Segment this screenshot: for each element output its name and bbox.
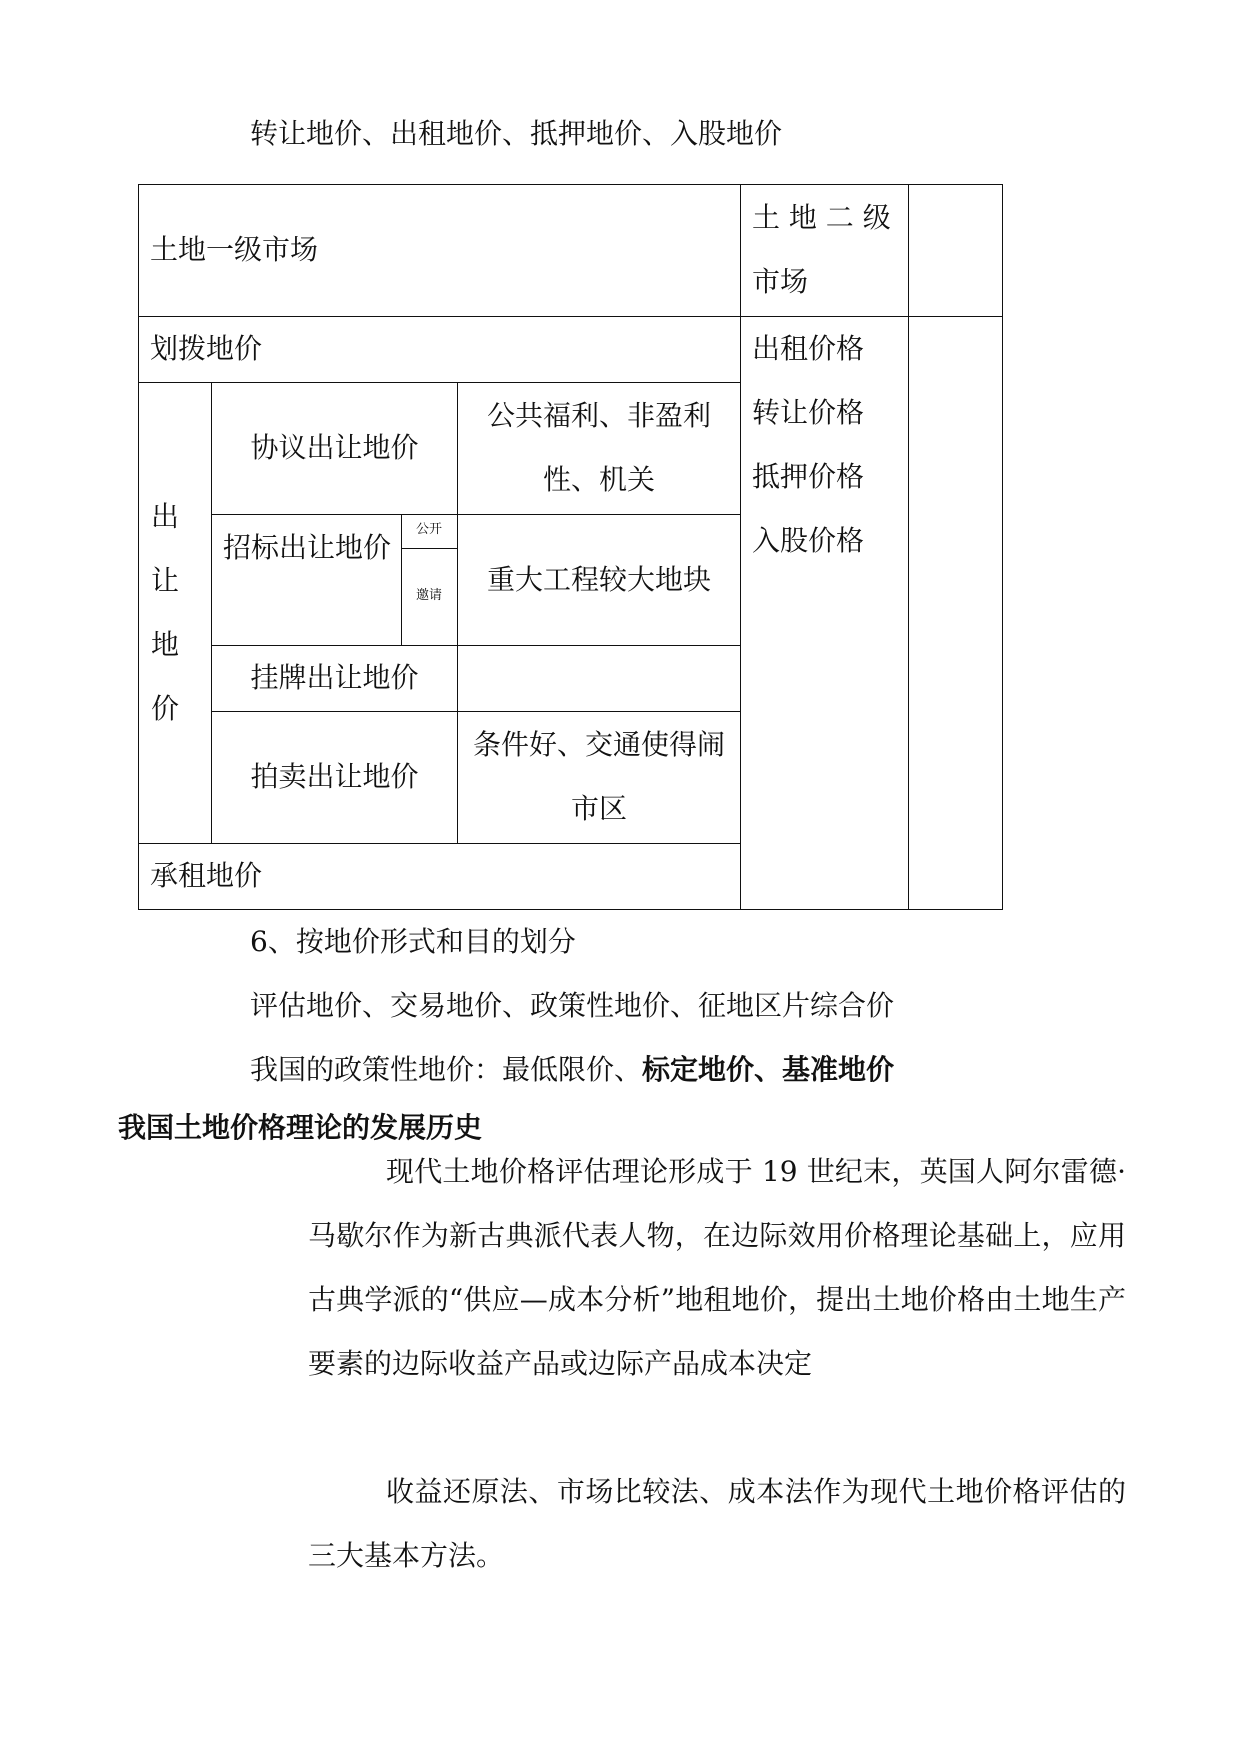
secondary-item: 转让价格 (752, 396, 865, 429)
lease-price-cell: 承租地价 (150, 859, 263, 892)
tender-transfer-cell: 招标出让地价 (222, 531, 391, 564)
table-border-left (138, 184, 139, 910)
policy-prefix: 我国的政策性地价：最低限价、 (250, 1053, 643, 1086)
table-rule (401, 548, 457, 549)
section6-line1: 评估地价、交易地价、政策性地价、征地区片综合价 (250, 989, 895, 1022)
agreement-transfer-cell: 协议出让地价 (250, 431, 419, 464)
section6-heading: 6、按地价形式和目的划分 (250, 925, 576, 958)
transfer-char: 地 (150, 628, 179, 661)
transfer-char: 出 (150, 500, 179, 533)
history-para1: 现代土地价格评估理论形成于 19 世纪末，英国人阿尔雷德·马歇尔作为新古典派代表人物，在边际效用价格理论基础上，应用古典学派的“供应—成本分析”地租地价，提出土地价格由土地生产要素的边际收益产品或边际产品成本决定 (308, 1155, 1126, 1380)
allocation-price-cell: 划拨地价 (150, 332, 263, 365)
tender-public-label: 公开 (415, 522, 442, 537)
table-rule (908, 184, 909, 910)
transfer-char: 让 (150, 564, 179, 597)
auction-note-cell: 条件好、交通使得闹市区 (472, 728, 725, 825)
table-rule (138, 316, 1002, 317)
intro-line: 转让地价、出租地价、抵押地价、入股地价 (250, 117, 783, 150)
table-border-right (1002, 184, 1003, 910)
table-rule (211, 711, 740, 712)
tender-note-cell: 重大工程较大地块 (486, 563, 711, 596)
secondary-item: 抵押价格 (752, 460, 865, 493)
table-rule (457, 382, 458, 844)
history-heading: 我国土地价格理论的发展历史 (118, 1111, 483, 1144)
agreement-note-cell: 公共福利、非盈利性、机关 (486, 399, 711, 496)
secondary-item: 出租价格 (752, 332, 865, 365)
table-rule (211, 514, 740, 515)
table-rule (138, 382, 740, 383)
table-border-bottom (138, 909, 1002, 910)
table-rule (740, 184, 741, 910)
policy-line (250, 1054, 894, 1086)
primary-market-cell: 土地一级市场 (150, 233, 319, 266)
secondary-items-cell (752, 317, 864, 573)
tender-invite-label: 邀请 (415, 588, 442, 603)
table-border-top (138, 184, 1002, 185)
history-para2: 收益还原法、市场比较法、成本法作为现代土地价格评估的三大基本方法。 (308, 1475, 1126, 1572)
auction-transfer-cell: 拍卖出让地价 (250, 760, 419, 793)
listing-transfer-cell: 挂牌出让地价 (250, 661, 419, 694)
secondary-market-cell: 土 地 二 级 市场 (752, 201, 891, 298)
secondary-item: 入股价格 (752, 524, 865, 557)
policy-bold: 标定地价、基准地价 (642, 1053, 895, 1086)
transfer-char: 价 (150, 692, 179, 725)
transfer-price-vertical (145, 485, 185, 741)
